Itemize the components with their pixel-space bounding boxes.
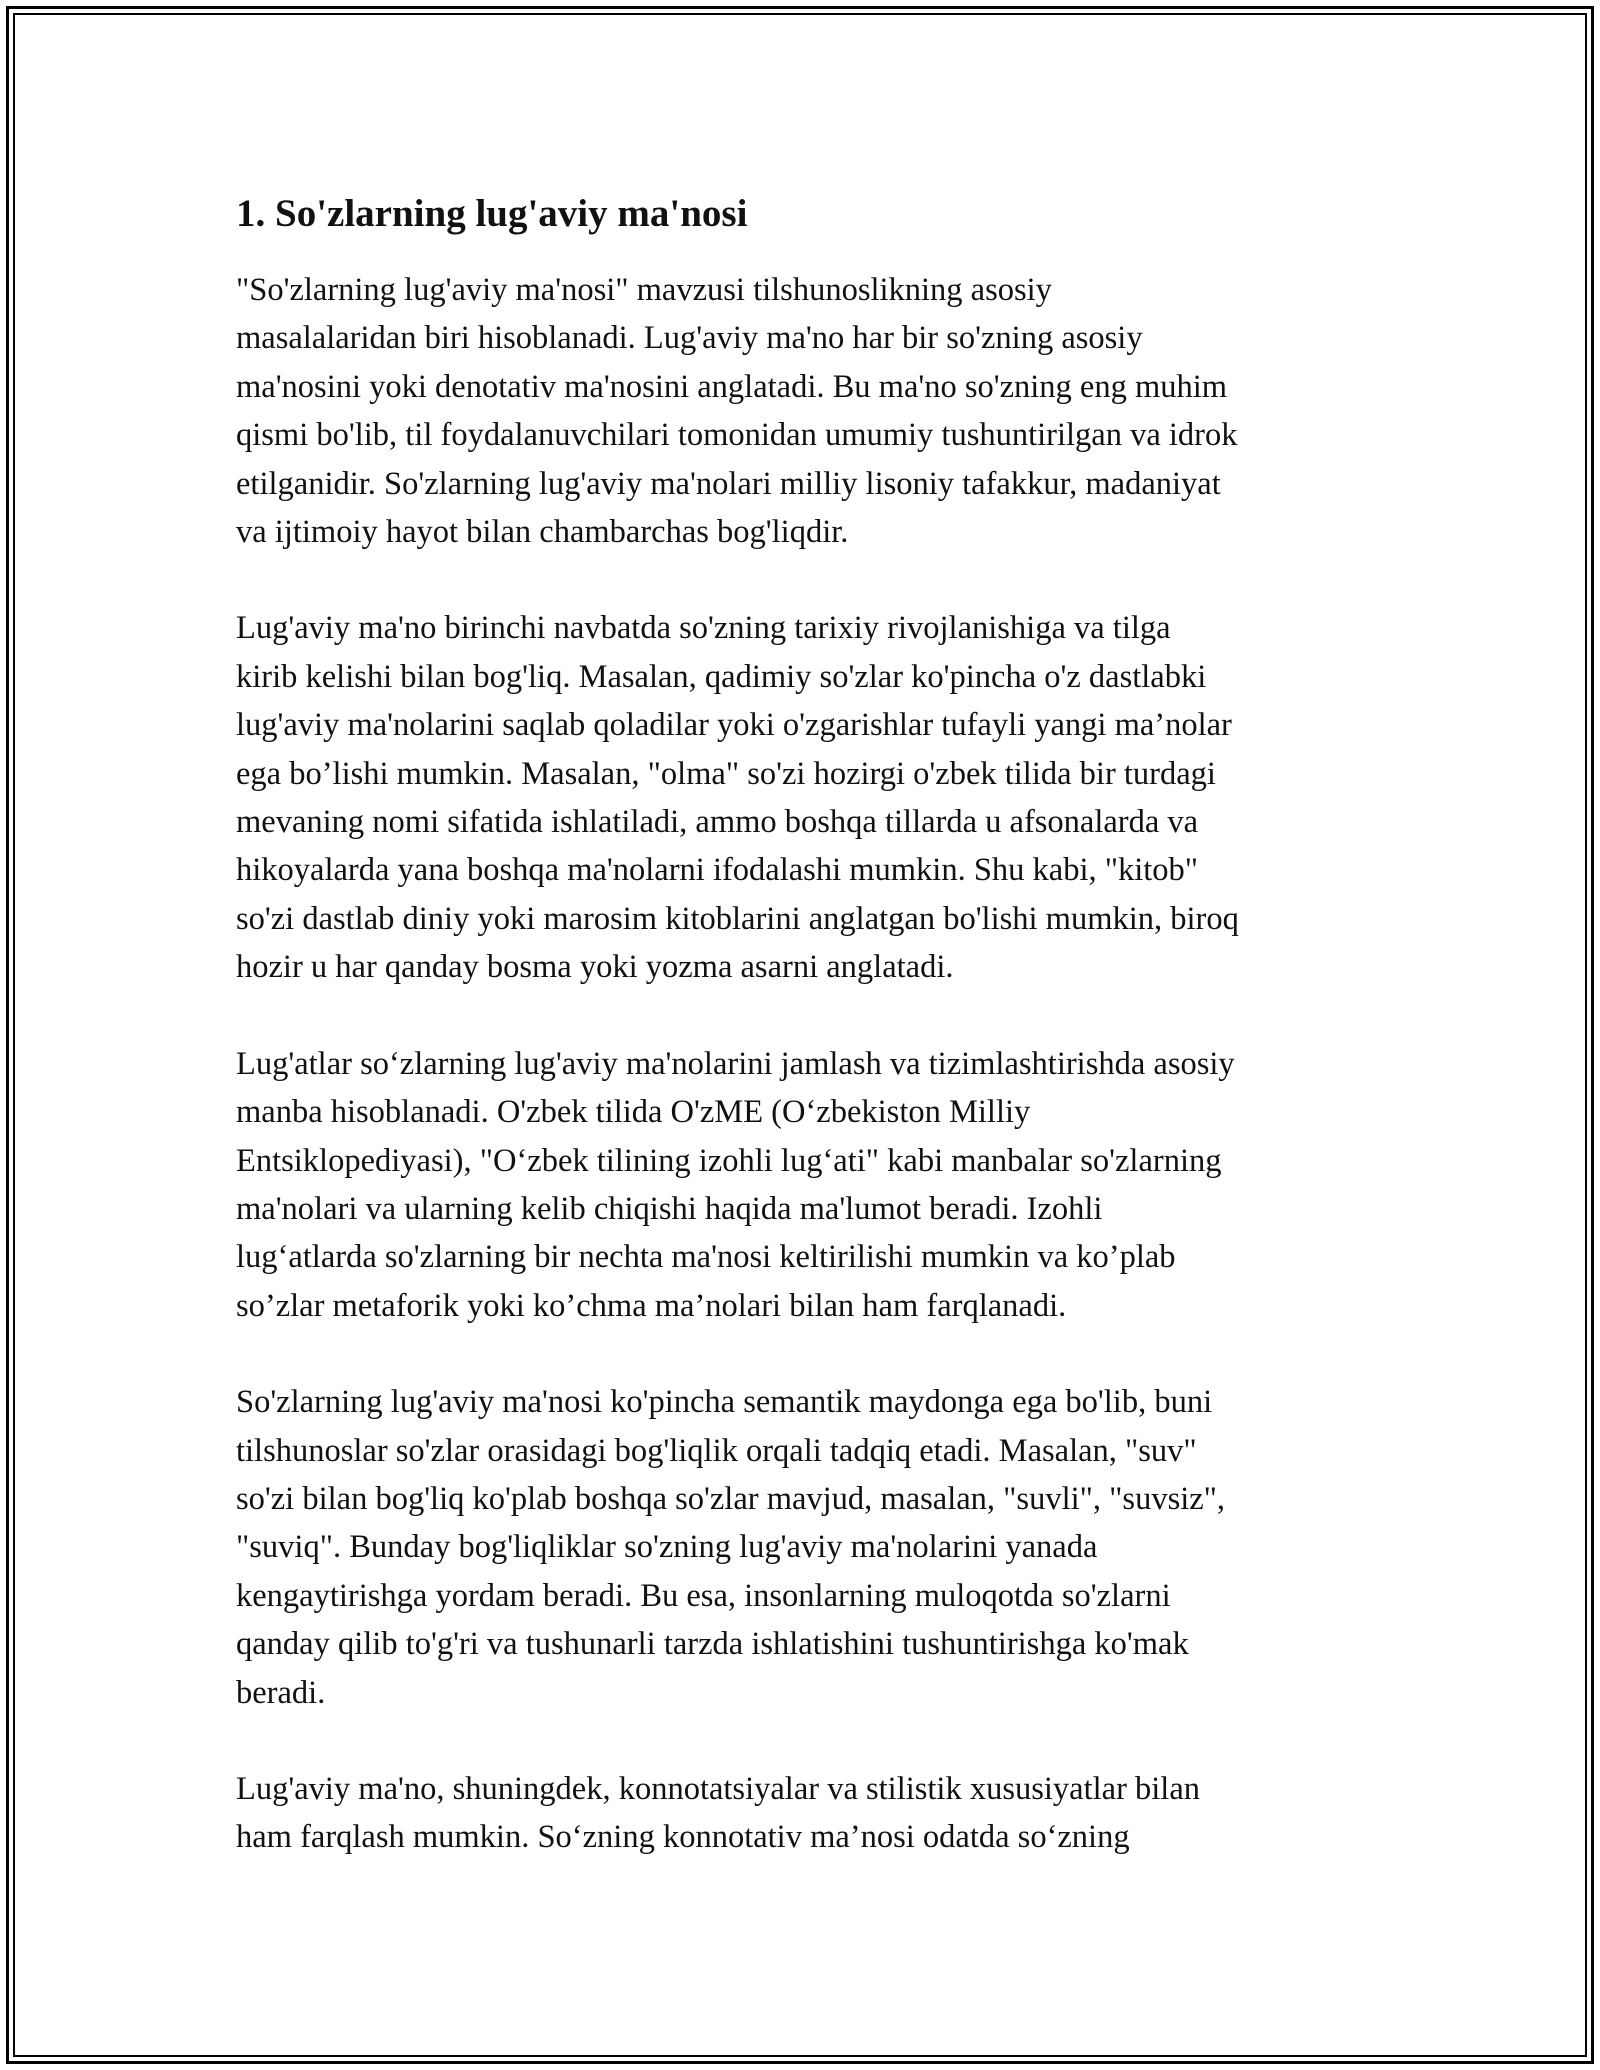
text-line: lug'aviy ma'nolarini saqlab qoladilar yoki o'zgarishlar tufayli yangi ma’nolar xyxy=(236,707,1232,744)
section-title: 1. So'zlarning lug'aviy ma'nosi xyxy=(236,192,748,235)
text-line: so'zi bilan bog'liq ko'plab boshqa so'zlar mavjud, masalan, "suvli", "suvsiz", xyxy=(236,1480,1226,1517)
text-line: Lug'aviy ma'no birinchi navbatda so'zning tarixiy rivojlanishiga va tilga xyxy=(236,610,1171,647)
text-line: Lug'aviy ma'no, shuningdek, konnotatsiyalar va stilistik xususiyatlar bilan xyxy=(236,1770,1201,1807)
text-line: so’zlar metaforik yoki ko’chma ma’nolari bilan ham farqlanadi. xyxy=(236,1287,1067,1324)
text-line: qismi bo'lib, til foydalanuvchilari tomonidan umumiy tushuntirilgan va idrok xyxy=(236,417,1238,454)
text-line: hikoyalarda yana boshqa ma'nolarni ifodalashi mumkin. Shu kabi, "kitob" xyxy=(236,852,1199,889)
text-line: ega bo’lishi mumkin. Masalan, "olma" so'zi hozirgi o'zbek tilida bir turdagi xyxy=(236,755,1216,792)
text-line: va ijtimoiy hayot bilan chambarchas bog'liqdir. xyxy=(236,514,849,551)
text-line: kengaytirishga yordam beradi. Bu esa, insonlarning muloqotda so'zlarni xyxy=(236,1577,1171,1614)
text-line: tilshunoslar so'zlar orasidagi bog'liqlik orqali tadqiq etadi. Masalan, "suv" xyxy=(236,1432,1197,1469)
paragraph-4 xyxy=(236,1378,1376,1717)
text-line: so'zi dastlab diniy yoki marosim kitoblarini anglatgan bo'lishi mumkin, biroq xyxy=(236,900,1239,937)
text-line: hozir u har qanday bosma yoki yozma asarni anglatadi. xyxy=(236,949,954,986)
text-line: ham farqlash mumkin. So‘zning konnotativ ma’nosi odatda so‘zning xyxy=(236,1819,1130,1856)
text-line: etilganidir. So'zlarning lug'aviy ma'nolari milliy lisoniy tafakkur, madaniyat xyxy=(236,465,1221,502)
text-line: qanday qilib to'g'ri va tushunarli tarzda ishlatishini tushuntirishga ko'mak xyxy=(236,1626,1189,1663)
text-line: mevaning nomi sifatida ishlatiladi, ammo boshqa tillarda u afsonalarda va xyxy=(236,804,1199,841)
text-line: "suviq". Bunday bog'liqliklar so'zning lug'aviy ma'nolarini yanada xyxy=(236,1529,1098,1566)
paragraph-2 xyxy=(236,604,1376,991)
text-line: Entsiklopediyasi), "O‘zbek tilining izohli lug‘ati" kabi manbalar so'zlarning xyxy=(236,1142,1222,1179)
text-line: lug‘atlarda so'zlarning bir nechta ma'nosi keltirilishi mumkin va ko’plab xyxy=(236,1239,1176,1276)
paragraph-5 xyxy=(236,1765,1376,1862)
document-body xyxy=(236,188,1376,1910)
text-line: beradi. xyxy=(236,1674,326,1711)
text-line: masalalaridan biri hisoblanadi. Lug'aviy ma'no har bir so'zning asosiy xyxy=(236,320,1143,357)
paragraph-3 xyxy=(236,1040,1376,1330)
text-line: ma'nolari va ularning kelib chiqishi haqida ma'lumot beradi. Izohli xyxy=(236,1190,1103,1227)
text-line: ma'nosini yoki denotativ ma'nosini anglatadi. Bu ma'no so'zning eng muhim xyxy=(236,368,1228,405)
text-line: So'zlarning lug'aviy ma'nosi ko'pincha semantik maydonga ega bo'lib, buni xyxy=(236,1384,1213,1421)
text-line: kirib kelishi bilan bog'liq. Masalan, qadimiy so'zlar ko'pincha o'z dastlabki xyxy=(236,658,1207,695)
text-line: manba hisoblanadi. O'zbek tilida O'zME (O‘zbekiston Milliy xyxy=(236,1094,1031,1131)
text-line: "So'zlarning lug'aviy ma'nosi" mavzusi tilshunoslikning asosiy xyxy=(236,272,1052,308)
text-line: Lug'atlar so‘zlarning lug'aviy ma'nolarini jamlash va tizimlashtirishda asosiy xyxy=(236,1045,1235,1082)
paragraph-1 xyxy=(236,266,1376,556)
